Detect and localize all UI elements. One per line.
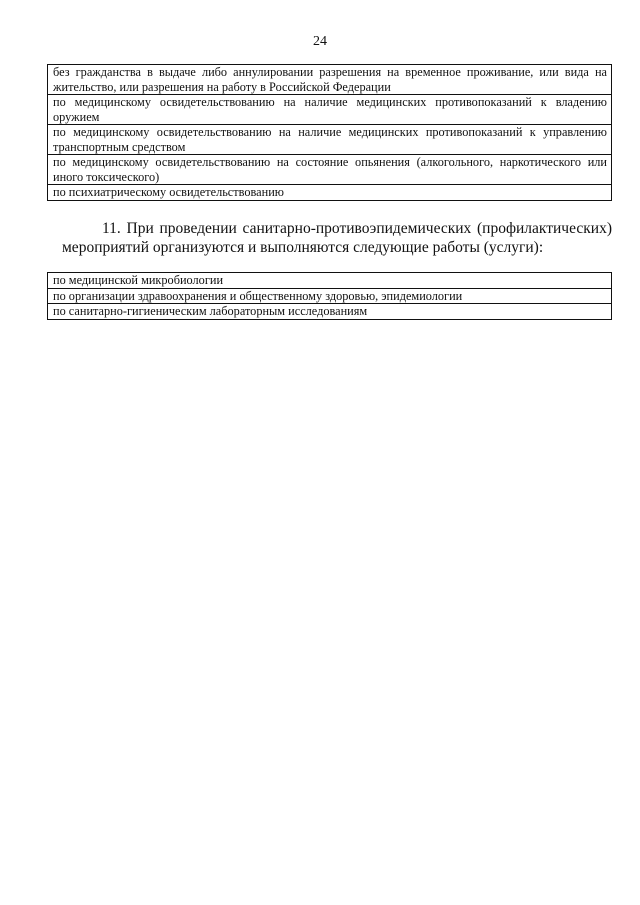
- table-row: по медицинскому освидетельствованию на наличие медицинских противопоказаний к владению оружием: [48, 95, 611, 125]
- table-row: по психиатрическому освидетельствованию: [53, 185, 284, 199]
- services-table-continued: [47, 64, 612, 201]
- table-row: по организации здравоохранения и общественному здоровью, эпидемиологии: [48, 289, 611, 305]
- paragraph-11-line-1: 11. При проведении санитарно-противоэпидемических (профилактических): [102, 220, 612, 237]
- paragraph-11: [62, 219, 612, 257]
- paragraph-11-line-2: мероприятий организуются и выполняются следующие работы (услуги):: [62, 239, 544, 256]
- sanitary-services-table: [47, 272, 612, 320]
- table-row: по санитарно-гигиеническим лабораторным исследованиям: [53, 304, 368, 318]
- table-row: без гражданства в выдаче либо аннулировании разрешения на временное проживание, или вида на жительство, или разрешения на работу в Российской Федерации: [48, 65, 611, 95]
- table-row: по медицинскому освидетельствованию на состояние опьянения (алкогольного, наркотического или иного токсического): [48, 155, 611, 185]
- table-row: по медицинскому освидетельствованию на наличие медицинских противопоказаний к управлению транспортным средством: [48, 125, 611, 155]
- page-number: 24: [313, 34, 327, 49]
- table-row: по медицинской микробиологии: [48, 273, 611, 289]
